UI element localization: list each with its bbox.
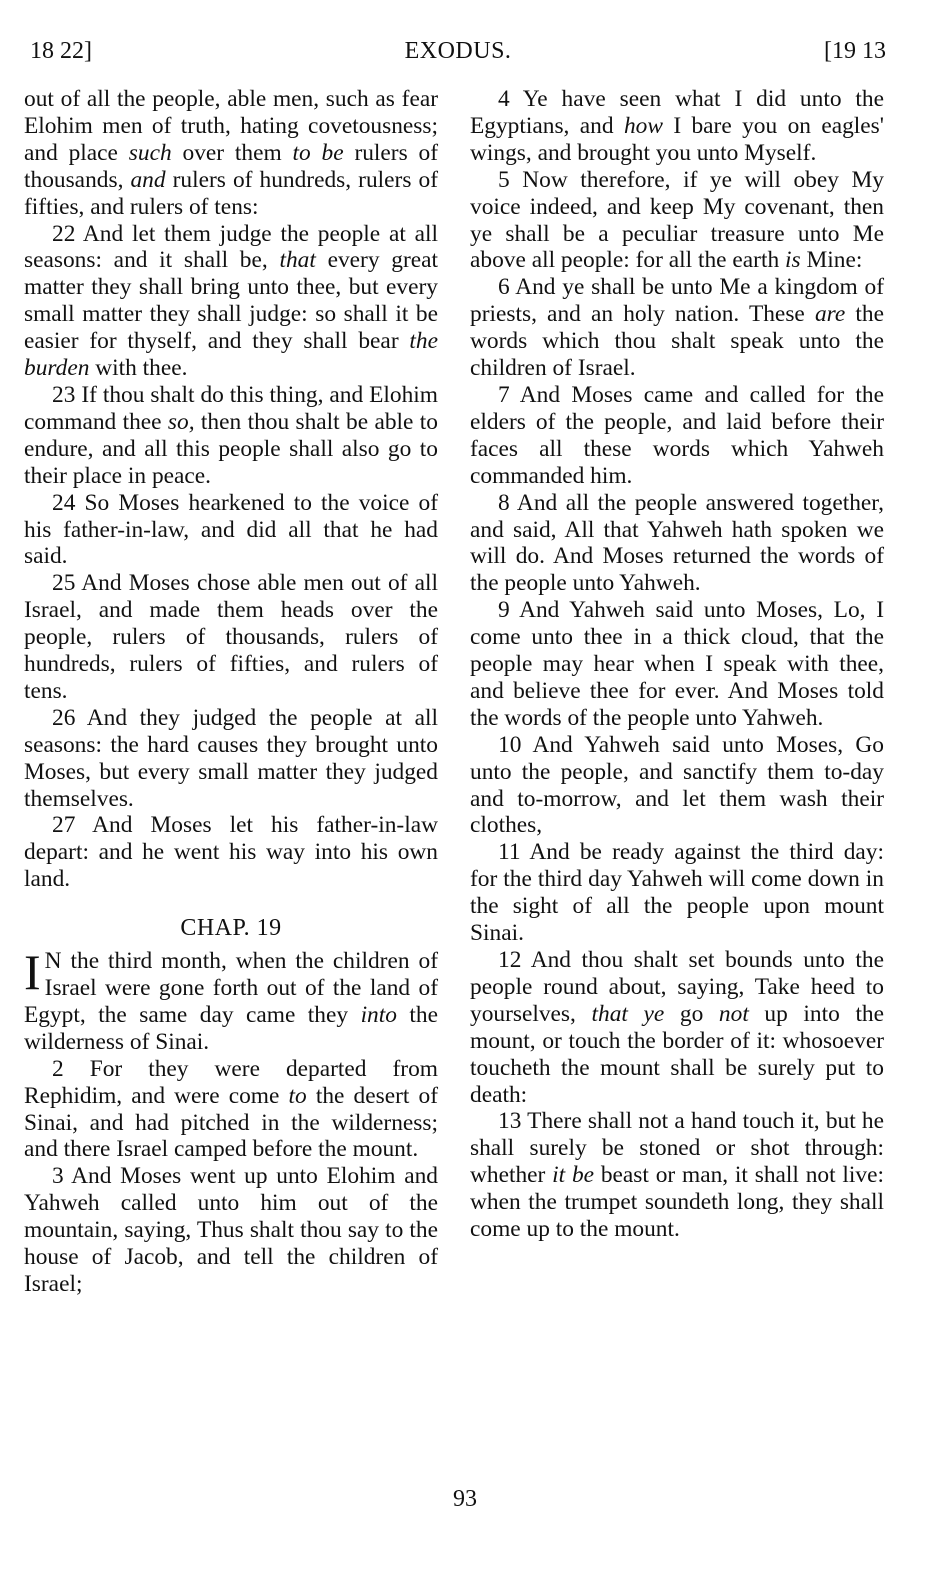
right-column xyxy=(470,86,884,1243)
verse-19-3: 3 And Moses went up unto Elohim and Yahweh called unto him out of the mountain, saying, Thus shalt thou say to the house of Jacob, and tell the children of Israel; xyxy=(24,1163,438,1297)
verse-19-6: 6 And ye shall be unto Me a kingdom of priests, and an holy nation. These are the words which thou shalt speak unto the children of Israel. xyxy=(470,274,884,382)
verse-18-25: 25 And Moses chose able men out of all Israel, and made them heads over the people, rulers of thousands, rulers of hundreds, rulers of fifties, and rulers of tens. xyxy=(24,570,438,704)
drop-cap-initial: I xyxy=(24,944,41,1001)
verse-19-1: I N the third month, when the children of Israel were gone forth out of the land of Egypt, the same day came they into the wilderness of Sinai. xyxy=(24,944,438,1055)
header-chapter-verse-start: 18 22] xyxy=(30,38,92,64)
running-header xyxy=(30,34,886,68)
verse-19-13: 13 There shall not a hand touch it, but he shall surely be stoned or shot through: whether it be beast or man, it shall not live: when the trumpet soundeth long, they shall come up to the mount. xyxy=(470,1108,884,1243)
left-column xyxy=(24,86,438,1298)
verse-18-27: 27 And Moses let his father-in-law depart: and he went his way into his own land. xyxy=(24,812,438,893)
chapter-heading: CHAP. 19 xyxy=(180,915,282,942)
verse-19-10: 10 And Yahweh said unto Moses, Go unto the people, and sanctify them to-day and to-morrow, and let them wash their clothes, xyxy=(470,731,884,839)
verse-19-5: 5 Now therefore, if ye will obey My voice indeed, and keep My covenant, then ye shall be a peculiar treasure unto Me above all people: for all the earth is Mine: xyxy=(470,166,884,274)
verse-19-4: 4 Ye have seen what I did unto the Egyptians, and how I bare you on eagles' wings, and brought you unto Myself. xyxy=(470,86,884,166)
page-number: 93 xyxy=(453,1486,477,1512)
verse-19-2: 2 For they were departed from Rephidim, and were come to the desert of Sinai, and had pitched in the wilderness; and there Israel camped before the mount. xyxy=(24,1055,438,1163)
verse-19-7: 7 And Moses came and called for the elders of the people, and laid before their faces all these words which Yahweh commanded him. xyxy=(470,381,884,489)
header-chapter-verse-end: [19 13 xyxy=(824,38,886,64)
verse-18-21-continued: out of all the people, able men, such as fear Elohim men of truth, hating covetousness; and place such over them to be rulers of thousands, and rulers of hundreds, rulers of fifties, and rulers of tens: xyxy=(24,86,439,220)
verse-19-12: 12 And thou shalt set bounds unto the people round about, saying, Take heed to yourselves, that ye go not up into the mount, or touch the border of it: whosoever toucheth the mount shall be surely put to death: xyxy=(470,947,885,1108)
verse-19-8: 8 And all the people answered together, and said, All that Yahweh hath spoken we will do. And Moses returned the words of the people unto Yahweh. xyxy=(470,489,884,597)
header-book-title: EXODUS. xyxy=(404,38,512,64)
verse-18-22: 22 And let them judge the people at all seasons: and it shall be, that every great matter they shall bring unto thee, but every small matter they shall judge: so shall it be easier for thyself, and they shall bear the burden with thee. xyxy=(24,220,438,382)
verse-18-23: 23 If thou shalt do this thing, and Elohim command thee so, then thou shalt be able to endure, and all this people shall also go to their place in peace. xyxy=(24,381,438,489)
verse-19-11: 11 And be ready against the third day: for the third day Yahweh will come down in the sight of all the people upon mount Sinai. xyxy=(470,839,884,947)
verse-18-24: 24 So Moses hearkened to the voice of his father-in-law, and did all that he had said. xyxy=(24,489,438,570)
verse-19-9: 9 And Yahweh said unto Moses, Lo, I come unto thee in a thick cloud, that the people may hear when I speak with thee, and believe thee for ever. And Moses told the words of the people unto Yahweh. xyxy=(470,597,884,731)
verse-18-26: 26 And they judged the people at all seasons: the hard causes they brought unto Moses, but every small matter they judged themselves. xyxy=(24,704,438,812)
